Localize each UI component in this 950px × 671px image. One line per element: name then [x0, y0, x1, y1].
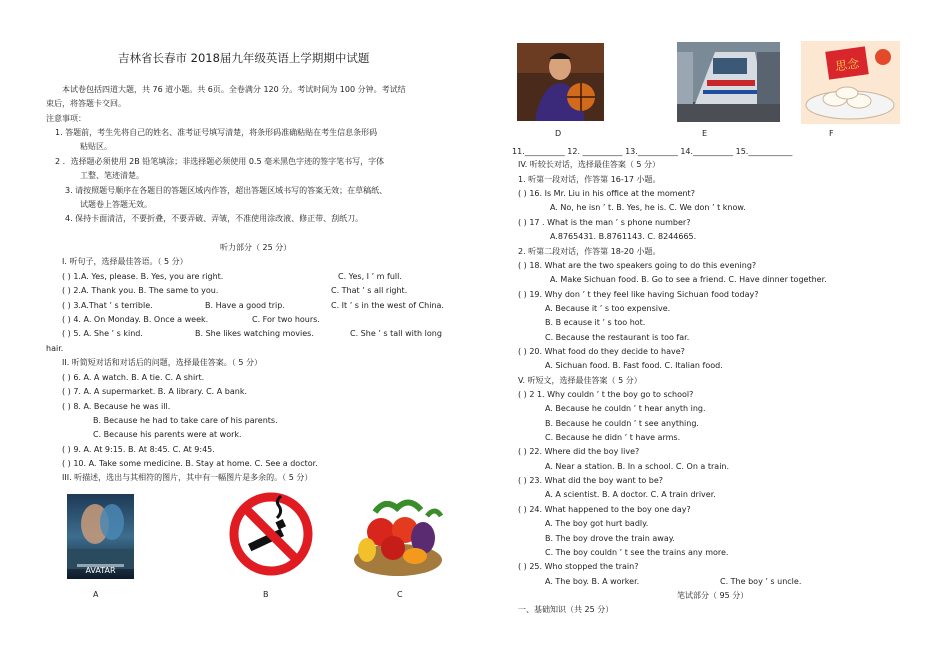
question-5: ( ) 5. A. She ’ s kind.: [62, 329, 143, 338]
question-3-option-b: B. Have a good trip.: [205, 301, 285, 310]
intro-line: 束后，将答题卡交回。: [46, 99, 126, 108]
picture-b-no-smoking-sign: [222, 490, 320, 578]
caption-c: C: [397, 590, 403, 599]
caption-e: E: [702, 129, 708, 138]
exam-title: 吉林省长春市 2018届九年级英语上学期期中试题: [118, 51, 370, 65]
question-6: ( ) 6. A. A watch. B. A tie. C. A shirt.: [62, 373, 205, 382]
note-item: 4. 保持卡面清洁，不要折叠，不要弄破、弄皱，不准使用涂改液、修正带、刮纸刀。: [65, 214, 364, 223]
sign-text: 思念: [834, 56, 861, 74]
intro-line: 本试卷包括四道大题，共 76 道小题。共 6页。全卷满分 120 分。考试时间为 100 分钟。考试结: [62, 85, 406, 94]
question-24-option-a: A. The boy got hurt badly.: [545, 519, 649, 528]
note-item: 3. 请按照题号顺序在各题目的答题区域内作答，超出答题区域书写的答案无效；在草稿纸、: [65, 186, 388, 195]
question-5-option-b: B. She likes watching movies.: [195, 329, 314, 338]
question-8-option-c: C. Because his parents were at work.: [93, 430, 242, 439]
section-heading: III. 听描述，选出与其相符的图片，其中有一幅图片是多余的。（ 5 分）: [62, 473, 313, 482]
question-4-option-c: C. For two hours.: [252, 315, 320, 324]
question-3: ( ) 3.A.That ’ s terrible.: [62, 301, 153, 310]
question-25-option-c: C. The boy ’ s uncle.: [720, 577, 802, 586]
question-2-option-c: C. That ’ s all right.: [331, 286, 408, 295]
question-23: ( ) 23. What did the boy want to be?: [518, 476, 664, 485]
question-19: ( ) 19. Why don ’ t they feel like having Sichuan food today?: [518, 290, 759, 299]
picture-d-basketball-player: [517, 43, 604, 121]
note-item: 工整、笔迹清楚。: [80, 171, 144, 180]
question-8: ( ) 8. A. Because he was ill.: [62, 402, 171, 411]
note-item: 2 ．选择题必须使用 2B 铅笔填涂；非选择题必须使用 0.5 毫米黑色字迹的签字笔书写，字体: [55, 157, 385, 166]
note-item: 粘贴区。: [80, 142, 112, 151]
question-16-options: A. No, he isn ’ t. B. Yes, he is. C. We don ’ t know.: [550, 203, 746, 212]
question-2: ( ) 2.A. Thank you. B. The same to you.: [62, 286, 219, 295]
question-18: ( ) 18. What are the two speakers going to do this evening?: [518, 261, 757, 270]
question-21-option-a: A. Because he couldn ’ t hear anyth ing.: [545, 404, 706, 413]
notes-heading: 注意事项：: [46, 114, 86, 123]
section-heading: II. 听简短对话和对话后的问题，选择最佳答案。（ 5 分）: [62, 358, 262, 367]
section-heading: IV. 听较长对话，选择最佳答案（ 5 分）: [518, 160, 661, 169]
picture-c-vegetables: [345, 490, 451, 580]
section-heading: 一、基础知识（共 25 分）: [518, 605, 614, 614]
question-3-option-c: C. It ’ s in the west of China.: [331, 301, 444, 310]
question-24-option-b: B. The boy drove the train away.: [545, 534, 675, 543]
question-1-option-c: C. Yes, I ’ m full.: [338, 272, 402, 281]
question-4: ( ) 4. A. On Monday. B. Once a week.: [62, 315, 209, 324]
question-21: ( ) 2 1. Why couldn ’ t the boy go to school?: [518, 390, 694, 399]
picture-e-train: [677, 42, 780, 122]
caption-a: A: [93, 590, 99, 599]
section-heading: 听力部分（ 25 分）: [220, 243, 292, 252]
question-19-option-c: C. Because the restaurant is too far.: [545, 333, 690, 342]
caption-f: F: [829, 129, 834, 138]
question-19-option-b: B. B ecause it ’ s too hot.: [545, 318, 646, 327]
question-24-option-c: C. The boy couldn ’ t see the trains any more.: [545, 548, 729, 557]
sub-heading: 2. 听第二段对话，作答第 18-20 小题。: [518, 247, 661, 256]
question-21-option-c: C. Because he didn ’ t have arms.: [545, 433, 681, 442]
note-item: 试题卷上答题无效。: [80, 200, 152, 209]
question-10: ( ) 10. A. Take some medicine. B. Stay at home. C. See a doctor.: [62, 459, 318, 468]
question-5-cont: hair.: [46, 344, 64, 353]
caption-d: D: [555, 129, 562, 138]
question-22-options: A. Near a station. B. In a school. C. On a train.: [545, 462, 730, 471]
answer-blanks: 11.__________ 12. __________ 13.__________ 14.__________ 15.___________: [512, 147, 793, 156]
question-20-options: A. Sichuan food. B. Fast food. C. Italian food.: [545, 361, 723, 370]
avatar-title-text: AVATAR: [85, 566, 116, 575]
picture-a-movie-poster: [67, 494, 134, 579]
question-23-options: A. A scientist. B. A doctor. C. A train driver.: [545, 490, 716, 499]
question-5-option-c: C. She ’ s tall with long: [350, 329, 442, 338]
question-16: ( ) 16. Is Mr. Liu in his office at the moment?: [518, 189, 695, 198]
question-18-options: A. Make Sichuan food. B. Go to see a friend. C. Have dinner together.: [550, 275, 827, 284]
caption-b: B: [263, 590, 269, 599]
section-heading: I. 听句子，选择最佳答语。（ 5 分）: [62, 257, 188, 266]
question-21-option-b: B. Because he couldn ’ t see anything.: [545, 419, 699, 428]
section-heading: V. 听短文，选择最佳答案（ 5 分）: [518, 376, 642, 385]
question-22: ( ) 22. Where did the boy live?: [518, 447, 640, 456]
picture-f-dumplings: [801, 41, 900, 124]
note-item: 1. 答题前，考生先将自己的姓名、准考证号填写清楚，将条形码准确粘贴在考生信息条形码: [55, 128, 378, 137]
question-1: ( ) 1.A. Yes, please. B. Yes, you are right.: [62, 272, 224, 281]
question-24: ( ) 24. What happened to the boy one day?: [518, 505, 691, 514]
question-25-options: A. The boy. B. A worker.: [545, 577, 640, 586]
question-19-option-a: A. Because it ’ s too expensive.: [545, 304, 671, 313]
question-8-option-b: B. Because he had to take care of his parents.: [93, 416, 278, 425]
question-7: ( ) 7. A. A supermarket. B. A library. C. A bank.: [62, 387, 247, 396]
question-17: ( ) 17 . What is the man ’ s phone number?: [518, 218, 691, 227]
question-9: ( ) 9. A. At 9:15. B. At 8:45. C. At 9:45.: [62, 445, 215, 454]
question-17-options: A.8765431. B.8761143. C. 8244665.: [550, 232, 697, 241]
section-heading: 笔试部分（ 95 分）: [677, 591, 749, 600]
question-20: ( ) 20. What food do they decide to have?: [518, 347, 685, 356]
question-25: ( ) 25. Who stopped the train?: [518, 562, 639, 571]
sub-heading: 1. 听第一段对话，作答第 16-17 小题。: [518, 175, 661, 184]
